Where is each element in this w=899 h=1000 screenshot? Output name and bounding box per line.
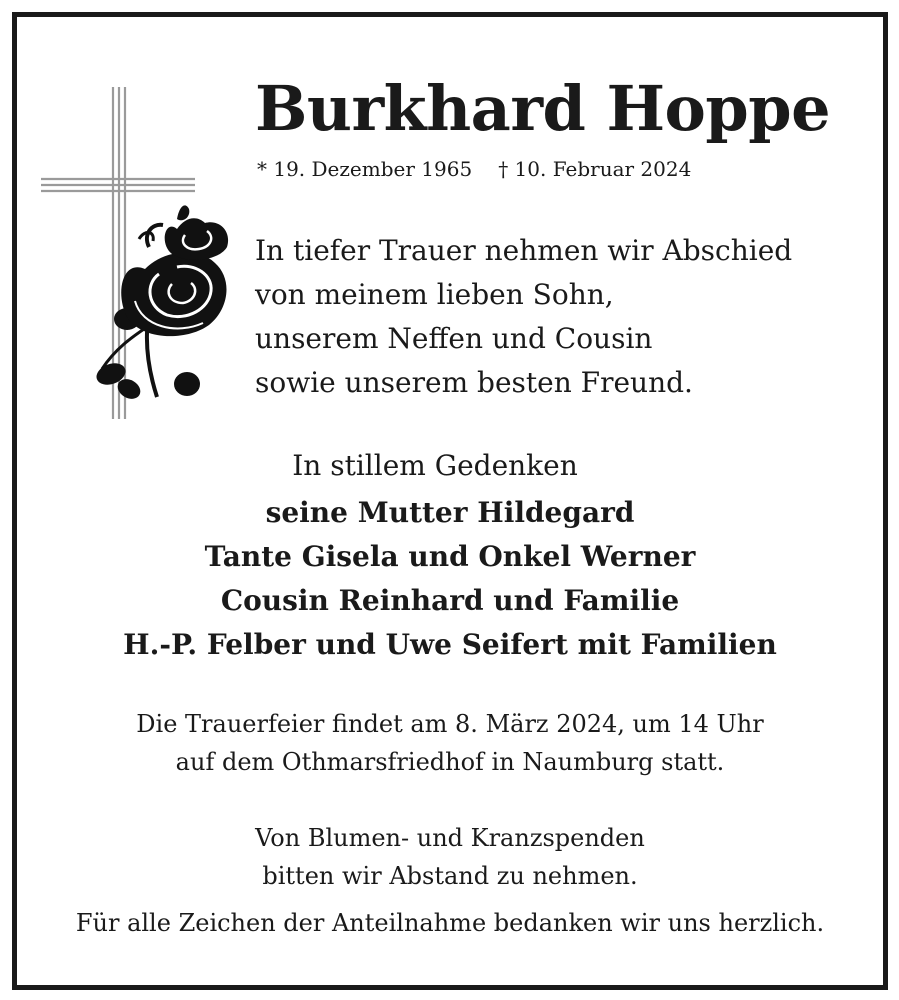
intro-line: unserem Neffen und Cousin [255,322,653,355]
intro-line: von meinem lieben Sohn, [255,278,614,311]
remembrance-heading: In stillem Gedenken [292,449,578,482]
cross-rose-ornament [27,79,242,419]
mourner-line: H.-P. Felber und Uwe Seifert mit Familien [123,628,777,661]
deceased-name: Burkhard Hoppe [255,72,831,145]
mourner-line: Tante Gisela und Onkel Werner [204,540,696,573]
obituary-frame [12,12,888,990]
flowers-line: bitten wir Abstand zu nehmen. [262,862,638,890]
death-date: † 10. Februar 2024 [498,157,692,181]
life-dates [257,157,691,181]
birth-date: * 19. Dezember 1965 [257,157,473,181]
mourners-list [17,491,883,667]
ceremony-line: Die Trauerfeier findet am 8. März 2024, um 14 Uhr [136,710,764,738]
mourner-line: seine Mutter Hildegard [265,496,635,529]
intro-line: In tiefer Trauer nehmen wir Abschied [255,234,793,267]
thanks-note: Für alle Zeichen der Anteilnahme bedanken wir uns herzlich. [75,909,825,937]
flowers-line: Von Blumen- und Kranzspenden [255,824,645,852]
ceremony-line: auf dem Othmarsfriedhof in Naumburg statt. [175,748,725,776]
flowers-note [17,819,883,895]
intro-line: sowie unserem besten Freund. [255,366,693,399]
mourner-line: Cousin Reinhard und Familie [220,584,680,617]
intro-text [255,229,792,405]
ceremony-info [17,705,883,781]
